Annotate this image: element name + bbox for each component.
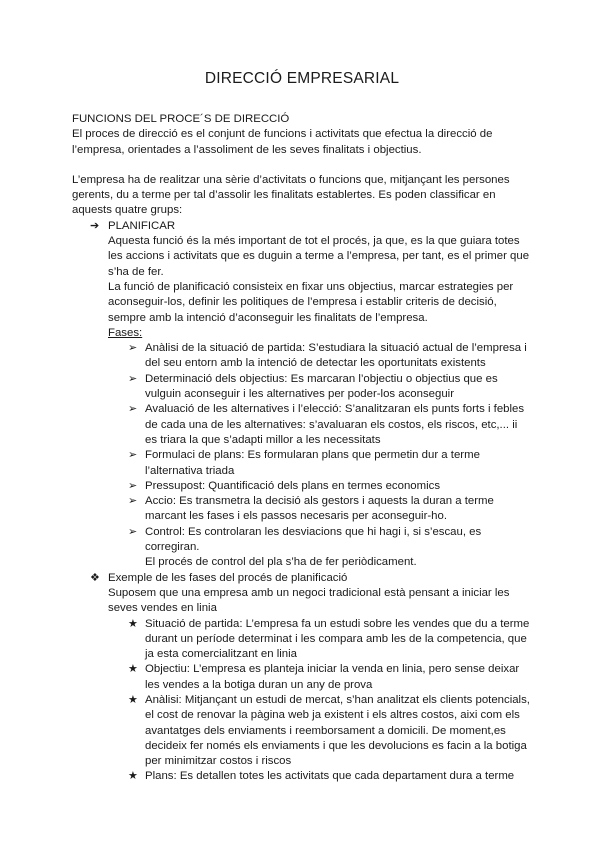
star-icon: ★ (128, 617, 138, 630)
arrowhead-icon: ➢ (128, 342, 138, 355)
arrowhead-icon: ➢ (128, 495, 138, 508)
functions-paragraph: L’empresa ha de realitzar una sèrie d’activitats o funcions que, mitjançant les persones gerents, du a terme per tal d’assolir les finalitats establertes. Es poden classificar en aquests quatre grups: (72, 173, 510, 217)
fase-item: ➢ Avaluació de les alternatives i l’elecció: S’analitzaran els punts forts i febles de cada una de les alternatives: s’avaluaran els costos, els riscos, etc,... ii es triara la que s’adapti millor a les necessitats (128, 403, 525, 446)
arrowhead-icon: ➢ (128, 479, 138, 492)
arrowhead-icon: ➢ (128, 449, 138, 462)
exemple-item: ★ Situació de partida: L’empresa fa un estudi sobre les vendes que du a terme durant un període determinat i les compara amb les de la competencia, que ja esta comercialitzant en linia (128, 617, 530, 661)
fase-item: ➢ Determinació dels objectius: Es marcaran l’objectiu o objectius que es vulguin aconseguir i les alternatives per poder-los aconseguir (128, 372, 498, 401)
fases-list (72, 341, 532, 570)
exemple-item: ★ Anàlisi: Mitjançant un estudi de mercat, s’han analitzat els clients potencials, el cost de renovar la pàgina web ja existent i els altres costos, aixi com els avantatges dels enviaments i reemborsament a domicili. De moment,es decideix fer només els enviaments i que les devolucions es facin a la botiga per minimitzar costos i riscos (128, 693, 530, 768)
planificar-paragraph-2: La funció de planificació consisteix en fixar uns objectius, marcar estrategies per aconseguir-los, definir les politiques de l’empresa i establir criteris de decisió, sempre amb la intenció d’aconseguir les finalitats de l’empresa. (108, 280, 514, 324)
exemple-intro: Suposem que una empresa amb un negoci tradicional està pensant a iniciar les seves vendes en linia (108, 586, 510, 615)
document-title: DIRECCIÓ EMPRESARIAL (204, 70, 400, 87)
document-page (72, 70, 532, 785)
planificar-heading (72, 219, 532, 234)
star-icon: ★ (128, 663, 138, 676)
section-heading: FUNCIONS DEL PROCE´S DE DIRECCIÓ (72, 113, 290, 125)
star-icon: ★ (128, 693, 138, 706)
arrow-icon: ➔ (90, 219, 100, 232)
fase-item: ➢ Control: Es controlaran les desviacions que hi hagi i, si s’escau, es corregiran. (128, 525, 482, 554)
exemple-item: ★ Objectiu: L’empresa es planteja iniciar la venda en linia, pero sense deixar les vendes a la botiga duran un any de prova (128, 663, 520, 691)
arrowhead-icon: ➢ (128, 372, 138, 385)
fase-item: ➢ Accio: Es transmetra la decisió als gestors i aquests la duran a terme marcant les fases i els passos necesaris per aconseguir-ho. (128, 495, 494, 523)
diamond-icon: ❖ (90, 571, 100, 584)
control-note: El procés de control del pla s’ha de fer periòdicament. (145, 556, 417, 569)
exemple-heading (72, 571, 532, 586)
fases-label: Fases: (108, 326, 143, 339)
arrowhead-icon: ➢ (128, 403, 138, 416)
fase-item: ➢ Pressupost: Quantificació dels plans en termes economics (72, 479, 532, 494)
exemple-item: ★ Plans: Es detallen totes les activitats que cada departament dura a terme (72, 769, 532, 784)
exemple-list (72, 617, 532, 785)
fase-item: ➢ Formulaci de plans: Es formularan plans que permetin dur a terme l’alternativa triada (128, 449, 480, 477)
fase-item: ➢ Anàlisi de la situació de partida: S’estudiara la situació actual de l’empresa i del seu entorn amb la intenció de detectar les oportunitats existents (128, 342, 527, 370)
planificar-paragraph-1: Aquesta funció és la més important de tot el procés, ja que, es la que guiara totes les accions i activitats que es duguin a terme a l’empresa, per tant, es el primer que s’ha de fer. (108, 235, 530, 278)
arrowhead-icon: ➢ (128, 525, 138, 538)
planificar-label: PLANIFICAR (108, 219, 176, 232)
exemple-label: Exemple de les fases del procés de planificació (108, 571, 348, 584)
star-icon: ★ (128, 770, 138, 783)
intro-paragraph: El proces de direcció es el conjunt de funcions i activitats que efectua la direcció de l’empresa, orientades a l’assoliment de les seves finalitats i objectius. (72, 128, 493, 156)
